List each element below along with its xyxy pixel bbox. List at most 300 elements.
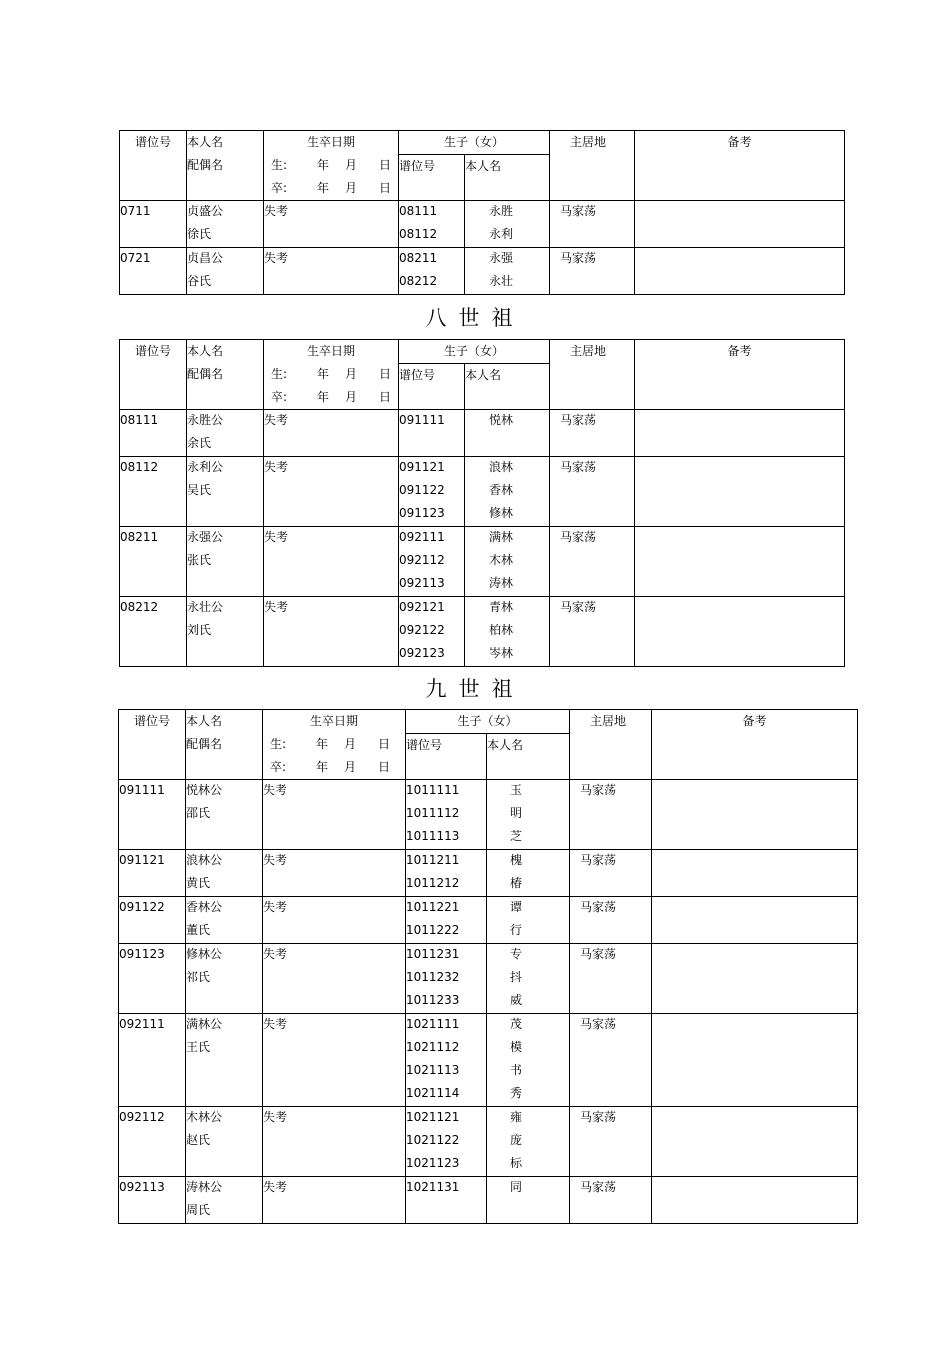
header-dates	[264, 131, 399, 201]
header-child-name-label: 本人名	[487, 738, 524, 752]
child-name-cell	[465, 410, 550, 457]
date-status: 失考	[263, 783, 288, 797]
child-pu-number: 08211	[399, 251, 438, 265]
child-name: 木林	[489, 553, 514, 567]
day-label: 日	[378, 760, 391, 774]
remark	[652, 897, 857, 920]
remark-cell	[635, 457, 845, 527]
header-dates	[263, 710, 406, 780]
remark-cell	[652, 1014, 858, 1107]
section-title-8: 八世祖	[425, 306, 525, 330]
child-name: 悦林	[489, 413, 514, 427]
year-label: 年	[317, 181, 330, 195]
child-name: 明	[510, 806, 523, 820]
name-cell	[187, 410, 264, 457]
spouse-name: 谷氏	[187, 274, 212, 288]
genealogy-table	[119, 339, 845, 667]
pu-number: 08112	[120, 460, 159, 474]
header-pu	[119, 710, 186, 780]
remark	[652, 944, 857, 967]
header-child-pu	[399, 155, 465, 201]
child-pu-number: 1011221	[406, 900, 460, 914]
pu-cell	[119, 1177, 186, 1224]
pu-cell	[119, 897, 186, 944]
header-children	[399, 131, 550, 155]
residence: 马家荡	[580, 783, 617, 797]
residence: 马家荡	[580, 1017, 617, 1031]
child-pu-cell	[406, 897, 487, 944]
pu-number: 091121	[119, 853, 165, 867]
name-cell	[186, 897, 263, 944]
date-status: 失考	[263, 947, 288, 961]
residence-cell	[570, 1177, 652, 1224]
child-pu-cell	[399, 410, 465, 457]
date-label: 生:	[270, 737, 287, 751]
child-pu-cell	[399, 248, 465, 295]
pu-cell	[120, 527, 187, 597]
residence-cell	[570, 944, 652, 1014]
child-name-cell	[465, 248, 550, 295]
child-pu-cell	[406, 944, 487, 1014]
child-name-cell	[487, 1014, 570, 1107]
header-children	[399, 340, 550, 364]
child-name: 茂	[510, 1017, 523, 1031]
spouse-name: 祁氏	[186, 970, 211, 984]
person-name: 贞盛公	[187, 204, 224, 218]
person-name: 永强公	[187, 530, 224, 544]
residence-cell	[570, 897, 652, 944]
table-row	[119, 850, 858, 897]
date-status: 失考	[263, 853, 288, 867]
child-pu-cell	[406, 1107, 487, 1177]
residence-cell	[570, 850, 652, 897]
child-name: 谭	[510, 900, 523, 914]
spouse-name: 张氏	[187, 553, 212, 567]
child-name: 永壮	[489, 274, 514, 288]
residence: 马家荡	[580, 853, 617, 867]
spouse-name: 吴氏	[187, 483, 212, 497]
spouse-name: 赵氏	[186, 1133, 211, 1147]
year-label: 年	[317, 390, 330, 404]
residence: 马家荡	[560, 530, 597, 544]
header-spouse-label: 配偶名	[187, 158, 224, 172]
pu-number: 08111	[120, 413, 159, 427]
month-label: 月	[344, 737, 357, 751]
name-cell	[187, 248, 264, 295]
remark	[635, 410, 844, 433]
person-name: 贞昌公	[187, 251, 224, 265]
remark-cell	[652, 944, 858, 1014]
child-pu-number: 1011232	[406, 970, 460, 984]
header-dates-label: 生卒日期	[309, 714, 358, 728]
residence: 马家荡	[560, 251, 597, 265]
child-name: 永胜	[489, 204, 514, 218]
child-name: 永强	[489, 251, 514, 265]
child-pu-number: 1021113	[406, 1063, 460, 1077]
remark-cell	[652, 897, 858, 944]
genealogy-table	[118, 709, 858, 1224]
child-pu-number: 1021131	[406, 1180, 460, 1194]
table-row	[119, 944, 858, 1014]
header-children-label: 生子（女）	[444, 344, 505, 358]
date-status: 失考	[264, 251, 289, 265]
name-cell	[186, 944, 263, 1014]
child-pu-number: 091111	[399, 413, 445, 427]
residence-cell	[550, 527, 635, 597]
pu-cell	[120, 410, 187, 457]
residence-cell	[550, 597, 635, 667]
header-dates-label: 生卒日期	[306, 344, 355, 358]
date-label: 卒:	[271, 181, 288, 195]
header-name-label: 本人名	[186, 714, 223, 728]
header-name-label: 本人名	[187, 344, 224, 358]
residence-cell	[550, 248, 635, 295]
remark-cell	[635, 248, 845, 295]
child-name-cell	[465, 457, 550, 527]
child-pu-number: 08212	[399, 274, 438, 288]
header-dates	[264, 340, 399, 410]
header-residence-label: 主居地	[590, 714, 627, 728]
person-name: 木林公	[186, 1110, 223, 1124]
child-name: 香林	[489, 483, 514, 497]
year-label: 年	[317, 367, 330, 381]
spouse-name: 刘氏	[187, 623, 212, 637]
child-pu-number: 092111	[399, 530, 445, 544]
remark	[635, 457, 844, 480]
header-death-line	[264, 386, 398, 409]
header-pu	[120, 340, 187, 410]
pu-number: 091122	[119, 900, 165, 914]
spouse-name: 余氏	[187, 436, 212, 450]
child-name: 椿	[510, 876, 523, 890]
header-remarks	[635, 340, 845, 410]
header-child-pu-label: 谱位号	[399, 159, 436, 173]
child-pu-cell	[406, 780, 487, 850]
header-child-pu-label: 谱位号	[406, 738, 443, 752]
pu-number: 0711	[120, 204, 151, 218]
date-status: 失考	[264, 204, 289, 218]
child-name: 行	[510, 923, 523, 937]
date-status: 失考	[263, 900, 288, 914]
table-row	[119, 1014, 858, 1107]
child-name: 岑林	[489, 646, 514, 660]
name-cell	[187, 457, 264, 527]
remark	[635, 597, 844, 620]
child-name-cell	[465, 597, 550, 667]
header-row	[119, 710, 858, 734]
child-pu-cell	[399, 527, 465, 597]
child-pu-number: 1021122	[406, 1133, 460, 1147]
remark-cell	[652, 1107, 858, 1177]
remark-cell	[635, 597, 845, 667]
child-pu-number: 1021111	[406, 1017, 460, 1031]
child-pu-number: 1011231	[406, 947, 460, 961]
spouse-name: 徐氏	[187, 227, 212, 241]
spouse-name: 周氏	[186, 1203, 211, 1217]
header-death-line	[264, 177, 398, 200]
remark-cell	[652, 1177, 858, 1224]
child-pu-number: 091122	[399, 483, 445, 497]
remark-cell	[652, 780, 858, 850]
date-cell	[264, 527, 399, 597]
pu-number: 08212	[120, 600, 159, 614]
residence-cell	[570, 1107, 652, 1177]
child-pu-number: 092123	[399, 646, 445, 660]
remark-cell	[652, 850, 858, 897]
residence: 马家荡	[580, 900, 617, 914]
pu-cell	[120, 248, 187, 295]
pu-cell	[120, 201, 187, 248]
spouse-name: 王氏	[186, 1040, 211, 1054]
table-row	[120, 457, 845, 527]
header-remarks	[652, 710, 858, 780]
name-cell	[186, 1177, 263, 1224]
day-label: 日	[379, 181, 392, 195]
child-pu-cell	[399, 597, 465, 667]
year-label: 年	[316, 760, 329, 774]
child-name: 雍	[510, 1110, 523, 1124]
date-cell	[263, 1107, 406, 1177]
spouse-name: 邵氏	[186, 806, 211, 820]
date-cell	[263, 850, 406, 897]
person-name: 涛林公	[186, 1180, 223, 1194]
header-residence	[570, 710, 652, 780]
header-children-label: 生子（女）	[457, 714, 518, 728]
child-name: 柏林	[489, 623, 514, 637]
residence-cell	[550, 410, 635, 457]
child-name: 同	[510, 1180, 523, 1194]
child-name-cell	[487, 1107, 570, 1177]
header-residence	[550, 340, 635, 410]
header-name	[187, 340, 264, 410]
child-pu-number: 08111	[399, 204, 438, 218]
header-remarks	[635, 131, 845, 201]
date-label: 卒:	[270, 760, 287, 774]
remark	[635, 248, 844, 271]
child-name: 标	[510, 1156, 523, 1170]
child-pu-number: 092122	[399, 623, 445, 637]
spouse-name: 黄氏	[186, 876, 211, 890]
child-pu-number: 1011111	[406, 783, 460, 797]
child-pu-number: 091121	[399, 460, 445, 474]
remark	[635, 201, 844, 224]
date-label: 生:	[271, 158, 288, 172]
table-row	[119, 1177, 858, 1224]
date-status: 失考	[263, 1110, 288, 1124]
table-row	[120, 597, 845, 667]
pu-number: 092112	[119, 1110, 165, 1124]
pu-number: 092113	[119, 1180, 165, 1194]
header-birth-line	[264, 363, 398, 386]
child-pu-number: 092112	[399, 553, 445, 567]
date-status: 失考	[263, 1017, 288, 1031]
child-pu-number: 1011211	[406, 853, 460, 867]
remark-cell	[635, 527, 845, 597]
header-remarks-label: 备考	[727, 135, 752, 149]
header-birth-line	[263, 733, 405, 756]
header-pu	[120, 131, 187, 201]
child-name-cell	[487, 1177, 570, 1224]
header-remarks-label: 备考	[727, 344, 752, 358]
header-pu-label: 谱位号	[133, 714, 170, 728]
header-children	[406, 710, 570, 734]
residence: 马家荡	[580, 1180, 617, 1194]
child-name-cell	[465, 201, 550, 248]
pu-cell	[119, 1107, 186, 1177]
table-row	[120, 527, 845, 597]
name-cell	[187, 201, 264, 248]
header-pu-label: 谱位号	[134, 344, 171, 358]
header-spouse-label: 配偶名	[186, 737, 223, 751]
residence-cell	[570, 1014, 652, 1107]
child-name: 永利	[489, 227, 514, 241]
child-name: 模	[510, 1040, 523, 1054]
header-child-name	[465, 155, 550, 201]
date-status: 失考	[264, 413, 289, 427]
name-cell	[186, 780, 263, 850]
child-name: 抖	[510, 970, 523, 984]
person-name: 修林公	[186, 947, 223, 961]
date-cell	[264, 457, 399, 527]
section-title-9: 九世祖	[425, 677, 525, 701]
child-pu-cell	[406, 1014, 487, 1107]
name-cell	[187, 597, 264, 667]
child-pu-cell	[399, 457, 465, 527]
month-label: 月	[345, 367, 358, 381]
header-child-pu-label: 谱位号	[399, 368, 436, 382]
person-name: 永利公	[187, 460, 224, 474]
genealogy-table	[119, 130, 845, 295]
child-name: 涛林	[489, 576, 514, 590]
header-name-label: 本人名	[187, 135, 224, 149]
child-pu-number: 1011233	[406, 993, 460, 1007]
child-pu-number: 1011112	[406, 806, 460, 820]
child-name: 威	[510, 993, 523, 1007]
child-pu-cell	[406, 850, 487, 897]
remark	[652, 1177, 857, 1200]
header-residence-label: 主居地	[570, 344, 607, 358]
pu-cell	[119, 944, 186, 1014]
child-pu-number: 092121	[399, 600, 445, 614]
child-pu-cell	[399, 201, 465, 248]
child-name: 修林	[489, 506, 514, 520]
child-pu-number: 1021121	[406, 1110, 460, 1124]
child-pu-number: 1011212	[406, 876, 460, 890]
day-label: 日	[378, 737, 391, 751]
person-name: 满林公	[186, 1017, 223, 1031]
date-status: 失考	[264, 530, 289, 544]
child-name: 专	[510, 947, 523, 961]
pu-cell	[119, 780, 186, 850]
header-remarks-label: 备考	[742, 714, 767, 728]
header-pu-label: 谱位号	[134, 135, 171, 149]
person-name: 永壮公	[187, 600, 224, 614]
header-death-line	[263, 756, 405, 779]
name-cell	[186, 850, 263, 897]
remark-cell	[635, 201, 845, 248]
child-name: 槐	[510, 853, 523, 867]
header-residence	[550, 131, 635, 201]
day-label: 日	[379, 390, 392, 404]
child-name-cell	[465, 527, 550, 597]
child-pu-number: 08112	[399, 227, 438, 241]
header-child-pu	[399, 364, 465, 410]
residence: 马家荡	[560, 460, 597, 474]
child-pu-number: 1011222	[406, 923, 460, 937]
day-label: 日	[379, 158, 392, 172]
child-name: 芝	[510, 829, 523, 843]
table-row	[119, 1107, 858, 1177]
remark	[635, 527, 844, 550]
month-label: 月	[345, 158, 358, 172]
header-name	[187, 131, 264, 201]
person-name: 香林公	[186, 900, 223, 914]
table-row	[119, 780, 858, 850]
date-cell	[263, 944, 406, 1014]
header-child-name-label: 本人名	[465, 159, 502, 173]
month-label: 月	[345, 181, 358, 195]
date-cell	[263, 1177, 406, 1224]
table-row	[120, 201, 845, 248]
child-name: 书	[510, 1063, 523, 1077]
name-cell	[187, 527, 264, 597]
header-dates-label: 生卒日期	[306, 135, 355, 149]
header-residence-label: 主居地	[570, 135, 607, 149]
child-name: 青林	[489, 600, 514, 614]
child-name-cell	[487, 944, 570, 1014]
date-status: 失考	[263, 1180, 288, 1194]
header-child-pu	[406, 734, 487, 780]
pu-cell	[119, 1014, 186, 1107]
pu-number: 092111	[119, 1017, 165, 1031]
residence: 马家荡	[560, 413, 597, 427]
date-cell	[263, 1014, 406, 1107]
year-label: 年	[316, 737, 329, 751]
child-pu-number: 092113	[399, 576, 445, 590]
child-name: 浪林	[489, 460, 514, 474]
month-label: 月	[344, 760, 357, 774]
residence: 马家荡	[580, 1110, 617, 1124]
child-name: 秀	[510, 1086, 523, 1100]
residence-cell	[570, 780, 652, 850]
table-row	[120, 248, 845, 295]
pu-cell	[120, 457, 187, 527]
child-name: 庞	[510, 1133, 523, 1147]
child-name: 满林	[489, 530, 514, 544]
date-label: 生:	[271, 367, 288, 381]
name-cell	[186, 1107, 263, 1177]
remark	[652, 780, 857, 803]
date-cell	[264, 410, 399, 457]
header-child-name	[465, 364, 550, 410]
date-cell	[263, 897, 406, 944]
table-row	[120, 410, 845, 457]
date-label: 卒:	[271, 390, 288, 404]
pu-cell	[119, 850, 186, 897]
child-pu-number: 091123	[399, 506, 445, 520]
header-name	[186, 710, 263, 780]
person-name: 悦林公	[186, 783, 223, 797]
date-cell	[263, 780, 406, 850]
child-pu-number: 1021114	[406, 1086, 460, 1100]
pu-number: 091123	[119, 947, 165, 961]
person-name: 永胜公	[187, 413, 224, 427]
residence: 马家荡	[560, 600, 597, 614]
pu-number: 091111	[119, 783, 165, 797]
day-label: 日	[379, 367, 392, 381]
month-label: 月	[345, 390, 358, 404]
remark-cell	[635, 410, 845, 457]
